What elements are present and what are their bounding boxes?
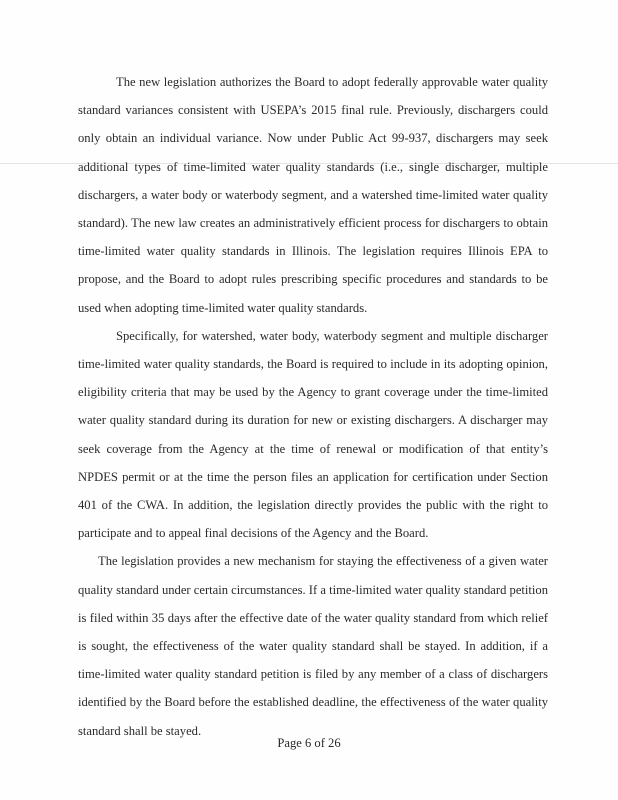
document-body — [78, 68, 548, 745]
paragraph-3: The legislation provides a new mechanism for staying the effectiveness of a given water quality standard under certain circumstances. If a time-limited water quality standard petition is filed within 35 days after the effective date of the water quality standard from which relief is sought, the effectiveness of the water quality standard shall be stayed. In addition, if a time-limited water quality standard petition is filed by any member of a class of dischargers identified by the Board before the established deadline, the effectiveness of the water quality standard shall be stayed. — [78, 554, 549, 738]
page-number: Page 6 of 26 — [277, 736, 341, 750]
paragraph-1: The new legislation authorizes the Board to adopt federally approvable water quality standard variances consistent with USEPA’s 2015 final rule. Previously, dischargers could only obtain an individual variance. Now under Public Act 99-937, dischargers may seek additional types of time-limited water quality standards (i.e., single discharger, multiple dischargers, a water body or waterbody segment, and a watershed time-limited water quality standard). The new law creates an administratively efficient process for dischargers to obtain time-limited water quality standards in Illinois. The legislation requires Illinois EPA to propose, and the Board to adopt rules prescribing specific procedures and standards to be used when adopting time-limited water quality standards. — [78, 75, 548, 315]
paragraph-2: Specifically, for watershed, water body, waterbody segment and multiple discharger time-limited water quality standards, the Board is required to include in its adopting opinion, eligibility criteria that may be used by the Agency to grant coverage under the time-limited water quality standard during its duration for new or existing dischargers. A discharger may seek coverage from the Agency at the time of renewal or modification of that entity’s NPDES permit or at the time the person files an application for certification under Section 401 of the CWA. In addition, the legislation directly provides the public with the right to participate and to appeal final decisions of the Agency and the Board. — [78, 328, 548, 541]
